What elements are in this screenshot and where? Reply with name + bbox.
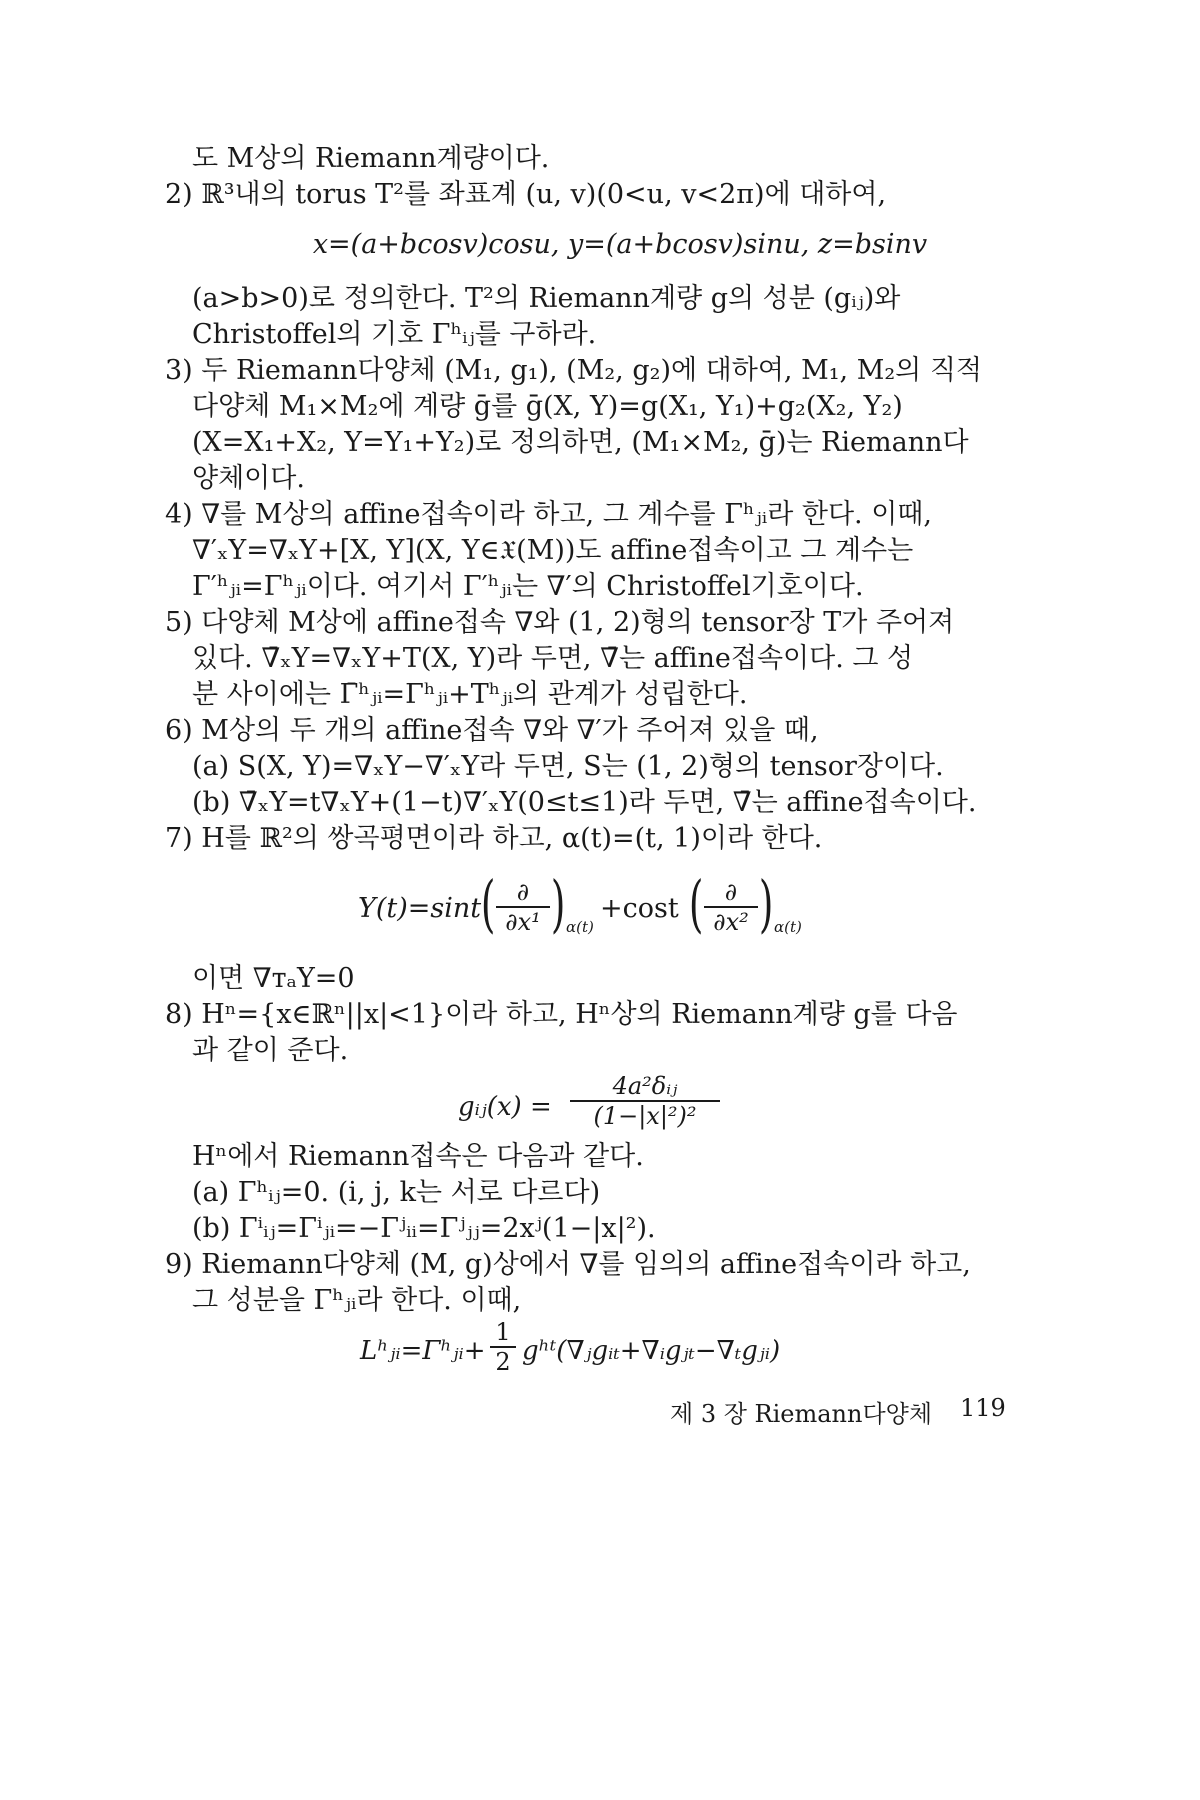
exercise-4: 4) ∇를 M상의 affine접속이라 하고, 그 계수를 Γʰⱼᵢ라 한다. 이때, <box>165 499 932 530</box>
subitem-b: (b) Γⁱᵢⱼ=Γⁱⱼᵢ=−Γʲᵢᵢ=Γʲⱼⱼ=2xʲ(1−|x|²). <box>192 1213 656 1244</box>
right-paren: ) <box>550 867 566 940</box>
fraction-half <box>490 1318 516 1376</box>
exercise-9: 9) Riemann다양체 (M, g)상에서 ∇를 임의의 affine접속이라 하고, <box>165 1249 971 1280</box>
numerator: ∂ <box>516 878 530 906</box>
text-line: 이면 ∇ᴛₐY=0 <box>192 963 355 994</box>
numerator: ∂ <box>724 878 738 906</box>
subitem-a: (a) Γʰᵢⱼ=0. (i, j, k는 서로 다르다) <box>192 1177 601 1208</box>
text-line: Christoffel의 기호 Γʰᵢⱼ를 구하라. <box>192 319 597 350</box>
numerator: 4a²δᵢⱼ <box>612 1072 678 1100</box>
text-line: 도 M상의 Riemann계량이다. <box>192 143 550 174</box>
eq-rhs: gʰᵗ(∇ⱼgᵢₜ+∇ᵢgⱼₜ−∇ₜgⱼᵢ) <box>522 1336 781 1366</box>
left-paren: ( <box>688 867 704 940</box>
fraction-partial-x2 <box>704 878 758 936</box>
subitem-b: (b) ∇̄ₓY=t∇ₓY+(1−t)∇′ₓY(0≤t≤1)라 두면, ∇̄는 affine접속이다. <box>192 787 977 818</box>
eq-lhs: gᵢⱼ(x) = <box>458 1092 552 1122</box>
torus-equation: x=(a+bcosv)cosu, y=(a+bcosv)sinu, z=bsinv <box>312 229 928 260</box>
text-line: 다양체 M₁×M₂에 계량 ḡ를 ḡ(X, Y)=g(X₁, Y₁)+g₂(X₂, Y₂) <box>192 391 903 422</box>
page-number: 119 <box>960 1394 1006 1422</box>
exercise-3: 3) 두 Riemann다양체 (M₁, g₁), (M₂, g₂)에 대하여, M₁, M₂의 직적 <box>165 355 983 386</box>
fraction-metric <box>570 1072 720 1130</box>
denominator: (1−|x|²)² <box>593 1102 697 1130</box>
left-paren: ( <box>480 867 496 940</box>
text-line: Γ′ʰⱼᵢ=Γʰⱼᵢ이다. 여기서 Γ′ʰⱼᵢ는 ∇′의 Christoffel기호이다. <box>192 571 864 602</box>
eq-lhs: Lʰⱼᵢ=Γʰⱼᵢ+ <box>360 1336 486 1366</box>
denominator: 2 <box>495 1348 511 1376</box>
text-line: 분 사이에는 Γ̄ʰⱼᵢ=Γʰⱼᵢ+Tʰⱼᵢ의 관계가 성립한다. <box>192 679 748 710</box>
text-line: 양체이다. <box>192 463 305 494</box>
numerator: 1 <box>495 1318 511 1346</box>
subscript: α(t) <box>566 918 594 936</box>
denominator: ∂x² <box>713 908 749 936</box>
subitem-a: (a) S(X, Y)=∇ₓY−∇′ₓY라 두면, S는 (1, 2)형의 tensor장이다. <box>192 751 944 782</box>
exercise-5: 5) 다양체 M상에 affine접속 ∇와 (1, 2)형의 tensor장 T가 주어져 <box>165 607 955 638</box>
text-line: (a>b>0)로 정의한다. T²의 Riemann계량 g의 성분 (gᵢⱼ)와 <box>192 283 901 314</box>
subscript: α(t) <box>774 918 802 936</box>
exercise-7: 7) H를 ℝ²의 쌍곡평면이라 하고, α(t)=(t, 1)이라 한다. <box>165 823 823 854</box>
denominator: ∂x¹ <box>505 908 541 936</box>
text-line: ∇′ₓY=∇ₓY+[X, Y](X, Y∈𝔛(M))도 affine접속이고 그 계수는 <box>192 535 914 566</box>
chapter-footer: 제 3 장 Riemann다양체 <box>670 1400 933 1428</box>
eq-lhs: Y(t)=sint <box>358 893 482 924</box>
text-line: 그 성분을 Γʰⱼᵢ라 한다. 이때, <box>192 1285 522 1316</box>
fraction-partial-x1 <box>496 878 550 936</box>
exercise-6: 6) M상의 두 개의 affine접속 ∇와 ∇′가 주어져 있을 때, <box>165 715 819 746</box>
eq-middle: +cost <box>600 893 679 924</box>
text-line: 있다. ∇̄ₓY=∇ₓY+T(X, Y)라 두면, ∇̄는 affine접속이다. 그 성 <box>192 643 914 674</box>
exercise-2: 2) ℝ³내의 torus T²를 좌표계 (u, v)(0<u, v<2π)에 대하여, <box>165 179 887 210</box>
text-line: (X=X₁+X₂, Y=Y₁+Y₂)로 정의하면, (M₁×M₂, ḡ)는 Riemann다 <box>192 427 969 458</box>
text-line: Hⁿ에서 Riemann접속은 다음과 같다. <box>192 1141 644 1172</box>
exercise-8: 8) Hⁿ={x∈ℝⁿ||x|<1}이라 하고, Hⁿ상의 Riemann계량 g를 다음 <box>165 999 958 1030</box>
right-paren: ) <box>758 867 774 940</box>
text-line: 과 같이 준다. <box>192 1035 349 1066</box>
